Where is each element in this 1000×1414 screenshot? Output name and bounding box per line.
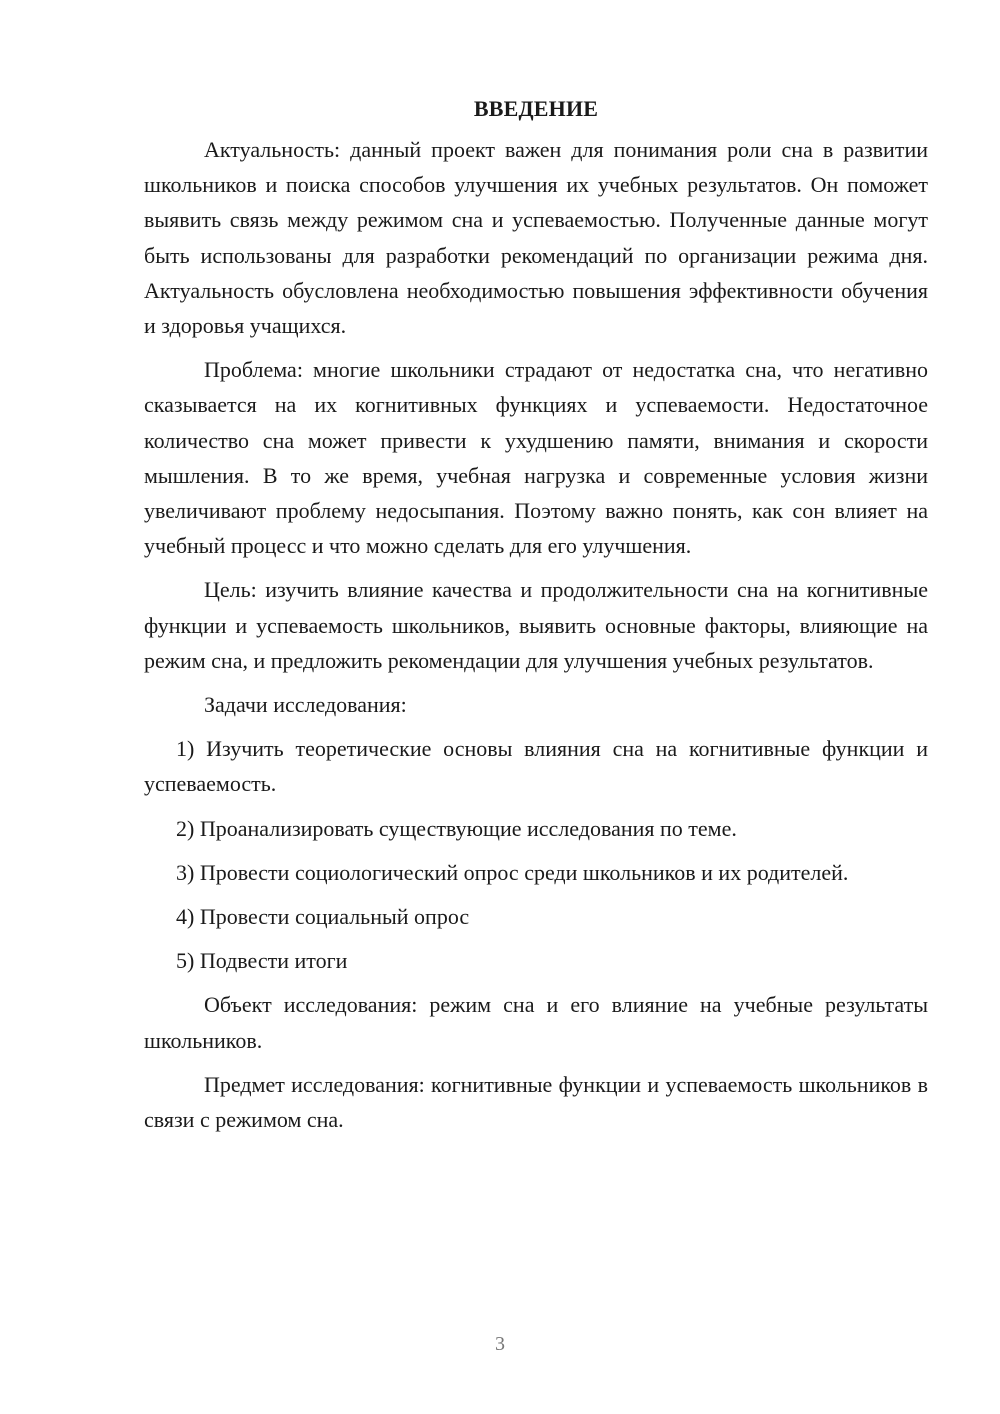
problem-paragraph: Проблема: многие школьники страдают от недостатка сна, что негативно сказывается на их когнитивных функциях и успеваемости. Недостаточное количество сна может привести к ухудшению памяти, внимания и скорости мышления. В то же время, учебная нагрузка и современные условия жизни увеличивают проблему недосыпания. Поэтому важно понять, как сон влияет на учебный процесс и что можно сделать для его улучшения. (144, 357, 928, 559)
relevance-paragraph: Актуальность: данный проект важен для понимания роли сна в развитии школьников и поиска способов улучшения их учебных результатов. Он поможет выявить связь между режимом сна и успеваемостью. Полученные данные могут быть использованы для разработки рекомендаций по организации режима дня. Актуальность обусловлена необходимостью повышения эффективности обучения и здоровья учащихся. (144, 137, 928, 339)
goal-paragraph: Цель: изучить влияние качества и продолжительности сна на когнитивные функции и успеваемость школьников, выявить основные факторы, влияющие на режим сна, и предложить рекомендации для улучшения учебных результатов. (144, 577, 928, 673)
task-item: 4) Провести социальный опрос (176, 904, 470, 930)
subject-paragraph: Предмет исследования: когнитивные функции и успеваемость школьников в связи с режимом сна. (144, 1071, 928, 1133)
task-item: 3) Провести социологический опрос среди школьников и их родителей. (176, 859, 849, 885)
tasks-heading: Задачи исследования: (204, 692, 407, 718)
section-title: ВВЕДЕНИЕ (473, 96, 599, 121)
task-item: 1) Изучить теоретические основы влияния сна на когнитивные функции и успеваемость. (144, 736, 928, 797)
page-number: 3 (495, 1333, 505, 1355)
object-paragraph: Объект исследования: режим сна и его влияние на учебные результаты школьников. (144, 992, 928, 1053)
task-item: 2) Проанализировать существующие исследования по теме. (176, 815, 737, 841)
task-item: 5) Подвести итоги (176, 948, 348, 974)
document-page (144, 92, 928, 1146)
